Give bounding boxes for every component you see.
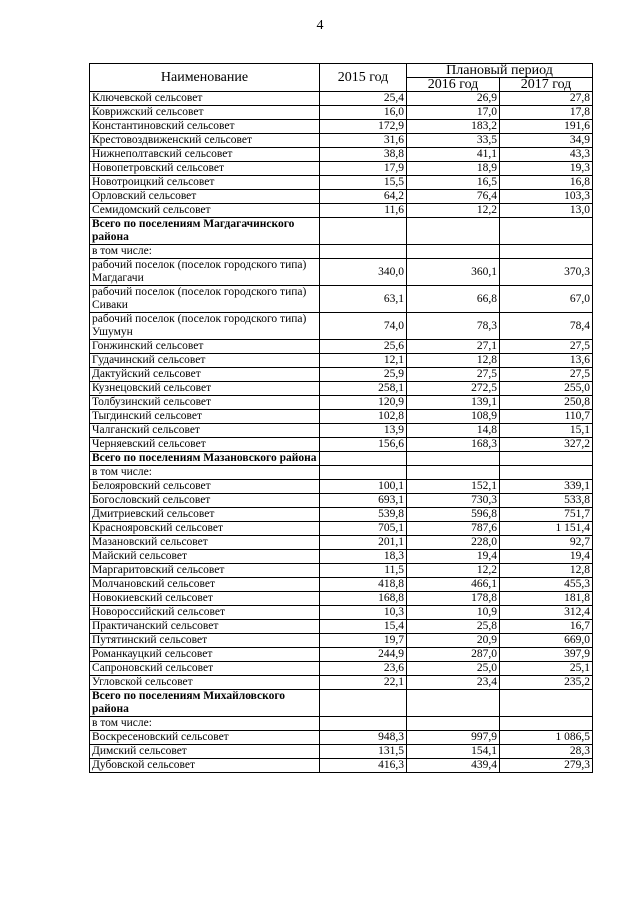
value-2017-cell: 181,8 [500,592,593,606]
table-row [90,134,593,148]
value-2015-cell: 16,0 [320,106,407,120]
table-row [90,245,593,259]
table-row [90,466,593,480]
value-2017-cell: 250,8 [500,396,593,410]
row-name-cell: Гонжинский сельсовет [90,340,320,354]
value-2015-cell: 74,0 [320,313,407,340]
value-2015-cell: 948,3 [320,731,407,745]
value-2016-cell: 27,5 [407,368,500,382]
value-2017-cell: 255,0 [500,382,593,396]
row-name-cell: Майский сельсовет [90,550,320,564]
row-name-cell: Коврижский сельсовет [90,106,320,120]
row-name-cell: Черняевский сельсовет [90,438,320,452]
value-2015-cell: 63,1 [320,286,407,313]
table-row [90,634,593,648]
table-row [90,190,593,204]
value-2017-cell: 103,3 [500,190,593,204]
table-row [90,92,593,106]
value-2017-cell: 397,9 [500,648,593,662]
header-2017: 2017 год [500,78,593,92]
table-row [90,176,593,190]
value-2017-cell: 13,6 [500,354,593,368]
value-2016-cell: 27,1 [407,340,500,354]
value-2017-cell: 370,3 [500,259,593,286]
row-name-cell: Кузнецовский сельсовет [90,382,320,396]
row-name-cell: Крестовоздвиженский сельсовет [90,134,320,148]
group-total-row [90,452,593,466]
table-row [90,106,593,120]
value-2015-cell: 693,1 [320,494,407,508]
value-2017-cell: 669,0 [500,634,593,648]
value-2016-cell: 19,4 [407,550,500,564]
value-2017-cell: 27,5 [500,368,593,382]
table-row [90,676,593,690]
row-name-cell: Маргаритовский сельсовет [90,564,320,578]
row-name-cell: Белояровский сельсовет [90,480,320,494]
row-name-cell: Мазановский сельсовет [90,536,320,550]
value-2017-cell: 191,6 [500,120,593,134]
value-2015-cell [320,452,407,466]
row-name-cell: Новороссийский сельсовет [90,606,320,620]
value-2017-cell: 43,3 [500,148,593,162]
value-2016-cell: 108,9 [407,410,500,424]
value-2017-cell: 1 086,5 [500,731,593,745]
row-name-cell: Нижнеполтавский сельсовет [90,148,320,162]
value-2017-cell [500,717,593,731]
value-2015-cell: 18,3 [320,550,407,564]
value-2016-cell: 178,8 [407,592,500,606]
value-2015-cell [320,690,407,717]
table-row [90,592,593,606]
row-name-cell: рабочий поселок (поселок городского типа) Магдагачи [90,259,320,286]
value-2015-cell: 13,9 [320,424,407,438]
table-row [90,717,593,731]
row-name-cell: Тыгдинский сельсовет [90,410,320,424]
value-2015-cell [320,218,407,245]
value-2017-cell: 279,3 [500,759,593,773]
value-2017-cell: 16,8 [500,176,593,190]
table-row [90,731,593,745]
row-name-cell: Практичанский сельсовет [90,620,320,634]
value-2016-cell [407,690,500,717]
value-2015-cell: 120,9 [320,396,407,410]
value-2015-cell: 25,9 [320,368,407,382]
value-2016-cell: 439,4 [407,759,500,773]
value-2015-cell: 340,0 [320,259,407,286]
row-name-cell: Толбузинский сельсовет [90,396,320,410]
row-name-cell: Дубовской сельсовет [90,759,320,773]
value-2017-cell: 751,7 [500,508,593,522]
header-2016: 2016 год [407,78,500,92]
value-2016-cell: 66,8 [407,286,500,313]
value-2015-cell: 172,9 [320,120,407,134]
group-total-row [90,218,593,245]
value-2016-cell: 10,9 [407,606,500,620]
table-row [90,620,593,634]
value-2015-cell [320,466,407,480]
value-2016-cell: 730,3 [407,494,500,508]
value-2017-cell: 27,8 [500,92,593,106]
value-2016-cell: 466,1 [407,578,500,592]
row-name-cell: рабочий поселок (поселок городского типа) Ушумун [90,313,320,340]
value-2016-cell: 12,8 [407,354,500,368]
value-2016-cell: 183,2 [407,120,500,134]
value-2017-cell: 455,3 [500,578,593,592]
table-row [90,648,593,662]
value-2017-cell: 533,8 [500,494,593,508]
table-row [90,313,593,340]
value-2017-cell: 27,5 [500,340,593,354]
table-row [90,396,593,410]
row-name-cell: Константиновский сельсовет [90,120,320,134]
budget-table [89,63,593,773]
value-2016-cell: 25,8 [407,620,500,634]
table-row [90,606,593,620]
value-2017-cell [500,466,593,480]
row-name-cell: Димский сельсовет [90,745,320,759]
value-2015-cell: 168,8 [320,592,407,606]
value-2017-cell: 19,4 [500,550,593,564]
table-row [90,382,593,396]
value-2017-cell: 327,2 [500,438,593,452]
value-2015-cell: 15,5 [320,176,407,190]
value-2015-cell: 15,4 [320,620,407,634]
value-2016-cell: 787,6 [407,522,500,536]
table-row [90,162,593,176]
row-name-cell: Воскресеновский сельсовет [90,731,320,745]
value-2017-cell: 17,8 [500,106,593,120]
table-row [90,578,593,592]
table-row [90,536,593,550]
table-row [90,759,593,773]
value-2016-cell [407,452,500,466]
table-row [90,204,593,218]
value-2015-cell: 64,2 [320,190,407,204]
table-row [90,662,593,676]
value-2017-cell: 339,1 [500,480,593,494]
table-row [90,148,593,162]
value-2016-cell: 25,0 [407,662,500,676]
table-row [90,494,593,508]
value-2015-cell: 22,1 [320,676,407,690]
row-name-cell: Всего по поселениям Магдагачинского района [90,218,320,245]
row-name-cell: в том числе: [90,466,320,480]
value-2016-cell [407,218,500,245]
value-2015-cell: 17,9 [320,162,407,176]
value-2015-cell: 418,8 [320,578,407,592]
row-name-cell: в том числе: [90,245,320,259]
value-2015-cell [320,245,407,259]
value-2015-cell: 244,9 [320,648,407,662]
row-name-cell: Чалганский сельсовет [90,424,320,438]
table-row [90,745,593,759]
value-2015-cell [320,717,407,731]
value-2015-cell: 100,1 [320,480,407,494]
value-2015-cell: 156,6 [320,438,407,452]
value-2016-cell: 14,8 [407,424,500,438]
value-2015-cell: 38,8 [320,148,407,162]
value-2017-cell: 19,3 [500,162,593,176]
header-name: Наименование [90,64,320,92]
value-2017-cell: 25,1 [500,662,593,676]
table-row [90,550,593,564]
row-name-cell: Романкауцкий сельсовет [90,648,320,662]
table-body [90,92,593,773]
value-2015-cell: 19,7 [320,634,407,648]
row-name-cell: Угловской сельсовет [90,676,320,690]
value-2016-cell: 12,2 [407,564,500,578]
row-name-cell: Богословский сельсовет [90,494,320,508]
value-2016-cell: 33,5 [407,134,500,148]
value-2016-cell: 596,8 [407,508,500,522]
table-row [90,259,593,286]
value-2017-cell [500,218,593,245]
value-2016-cell [407,717,500,731]
row-name-cell: Гудачинский сельсовет [90,354,320,368]
value-2015-cell: 258,1 [320,382,407,396]
value-2015-cell: 102,8 [320,410,407,424]
row-name-cell: Путятинский сельсовет [90,634,320,648]
row-name-cell: Краснояровский сельсовет [90,522,320,536]
row-name-cell: Молчановский сельсовет [90,578,320,592]
row-name-cell: Новопетровский сельсовет [90,162,320,176]
value-2017-cell: 15,1 [500,424,593,438]
row-name-cell: Новотроицкий сельсовет [90,176,320,190]
value-2015-cell: 10,3 [320,606,407,620]
table-row [90,368,593,382]
value-2016-cell [407,245,500,259]
row-name-cell: Ключевской сельсовет [90,92,320,106]
row-name-cell: в том числе: [90,717,320,731]
value-2016-cell: 139,1 [407,396,500,410]
value-2016-cell: 12,2 [407,204,500,218]
value-2015-cell: 25,6 [320,340,407,354]
value-2016-cell: 20,9 [407,634,500,648]
value-2017-cell: 16,7 [500,620,593,634]
value-2017-cell: 12,8 [500,564,593,578]
value-2016-cell: 16,5 [407,176,500,190]
table-row [90,564,593,578]
value-2015-cell: 23,6 [320,662,407,676]
value-2016-cell: 41,1 [407,148,500,162]
row-name-cell: Дактуйский сельсовет [90,368,320,382]
value-2017-cell [500,690,593,717]
row-name-cell: Сапроновский сельсовет [90,662,320,676]
table-row [90,340,593,354]
table-row [90,120,593,134]
value-2016-cell: 18,9 [407,162,500,176]
value-2017-cell: 13,0 [500,204,593,218]
value-2015-cell: 12,1 [320,354,407,368]
value-2016-cell: 168,3 [407,438,500,452]
row-name-cell: Всего по поселениям Михайловского района [90,690,320,717]
value-2015-cell: 705,1 [320,522,407,536]
value-2017-cell: 92,7 [500,536,593,550]
value-2015-cell: 11,6 [320,204,407,218]
value-2016-cell: 997,9 [407,731,500,745]
header-2015: 2015 год [320,64,407,92]
page-number: 4 [316,18,324,33]
row-name-cell: Дмитриевский сельсовет [90,508,320,522]
row-name-cell: Семидомский сельсовет [90,204,320,218]
value-2016-cell: 228,0 [407,536,500,550]
header-plan-period: Плановый период [407,64,593,78]
value-2016-cell: 287,0 [407,648,500,662]
table-row [90,424,593,438]
table-row [90,508,593,522]
value-2016-cell: 154,1 [407,745,500,759]
value-2017-cell: 312,4 [500,606,593,620]
value-2017-cell: 110,7 [500,410,593,424]
table-row [90,354,593,368]
row-name-cell: Новокиевский сельсовет [90,592,320,606]
row-name-cell: Орловский сельсовет [90,190,320,204]
value-2015-cell: 31,6 [320,134,407,148]
value-2017-cell: 67,0 [500,286,593,313]
row-name-cell: рабочий поселок (поселок городского типа) Сиваки [90,286,320,313]
value-2016-cell [407,466,500,480]
value-2016-cell: 17,0 [407,106,500,120]
value-2016-cell: 23,4 [407,676,500,690]
value-2017-cell [500,245,593,259]
value-2017-cell: 1 151,4 [500,522,593,536]
table-row [90,480,593,494]
table-row [90,522,593,536]
value-2017-cell: 34,9 [500,134,593,148]
value-2015-cell: 11,5 [320,564,407,578]
value-2017-cell: 235,2 [500,676,593,690]
group-total-row [90,690,593,717]
value-2015-cell: 201,1 [320,536,407,550]
value-2016-cell: 26,9 [407,92,500,106]
value-2015-cell: 25,4 [320,92,407,106]
value-2016-cell: 360,1 [407,259,500,286]
value-2015-cell: 131,5 [320,745,407,759]
row-name-cell: Всего по поселениям Мазановского района [90,452,320,466]
value-2017-cell [500,452,593,466]
value-2016-cell: 272,5 [407,382,500,396]
value-2017-cell: 28,3 [500,745,593,759]
value-2017-cell: 78,4 [500,313,593,340]
table-row [90,410,593,424]
table-row [90,286,593,313]
value-2016-cell: 152,1 [407,480,500,494]
value-2015-cell: 416,3 [320,759,407,773]
value-2016-cell: 76,4 [407,190,500,204]
table-row [90,438,593,452]
value-2016-cell: 78,3 [407,313,500,340]
value-2015-cell: 539,8 [320,508,407,522]
